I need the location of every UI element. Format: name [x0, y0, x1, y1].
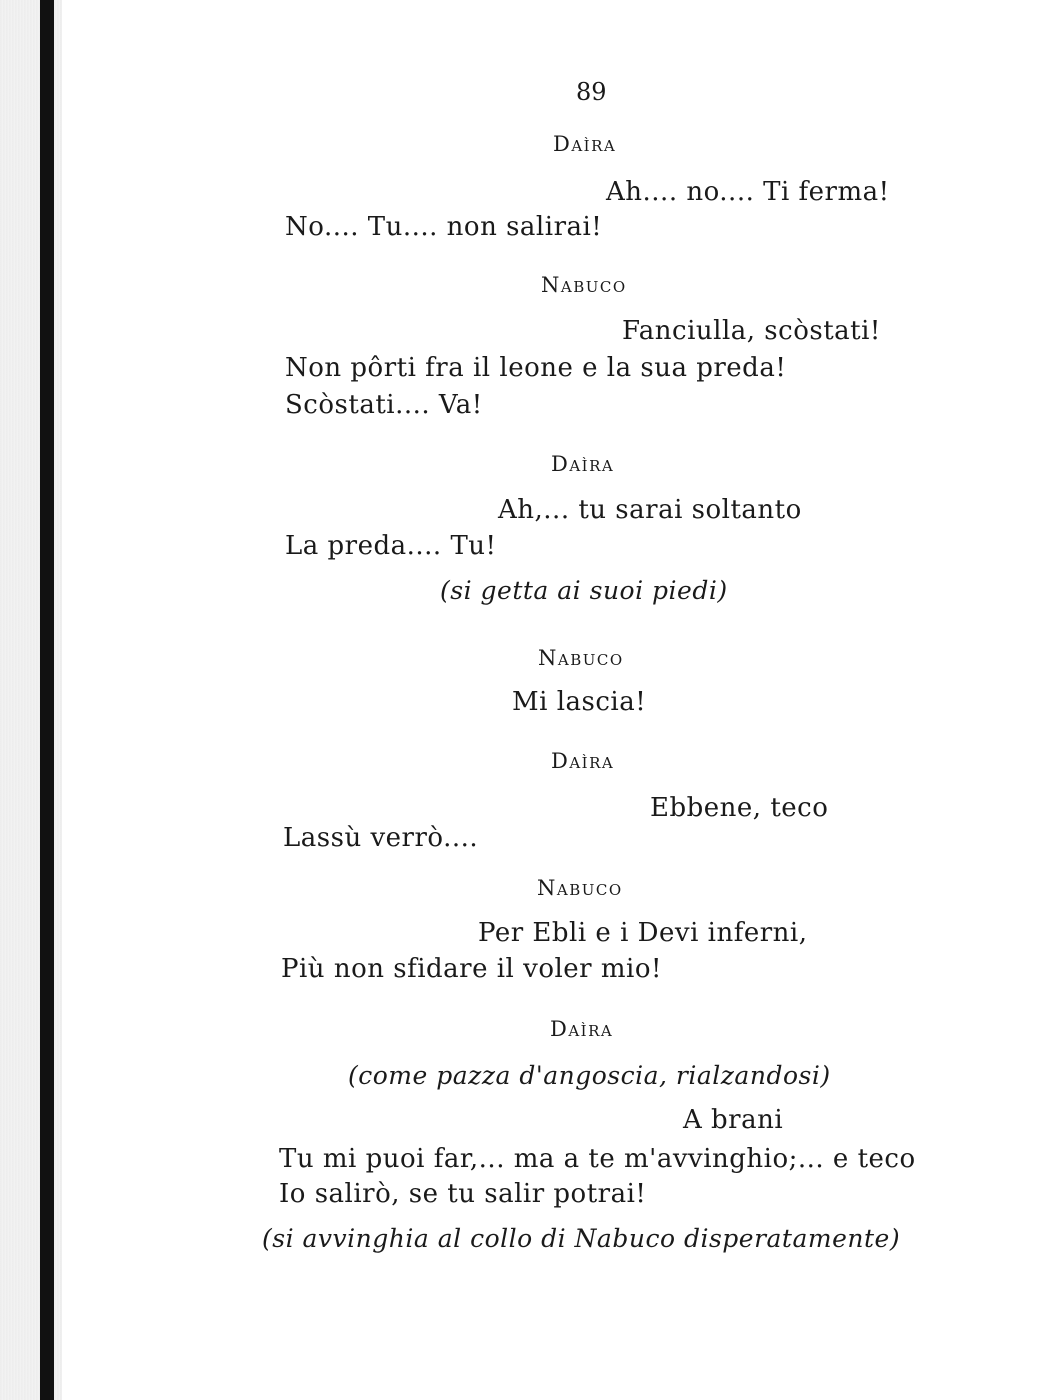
book-spine [40, 0, 54, 1400]
speaker-label: Nabuco [537, 876, 623, 900]
verse-line: Lassù verrò.... [283, 823, 479, 853]
speaker-label: Daìra [553, 132, 617, 156]
verse-line: Fanciulla, scòstati! [622, 316, 881, 346]
speaker-label: Daìra [550, 1017, 614, 1041]
verse-line: No.... Tu.... non salirai! [285, 212, 603, 242]
verse-line: Per Ebli e i Devi inferni, [478, 918, 808, 948]
stage-direction: (come pazza d'angoscia, rialzandosi) [348, 1061, 831, 1090]
verse-line: La preda.... Tu! [285, 531, 497, 561]
verse-line: Ah.... no.... Ti ferma! [606, 177, 890, 207]
stage-direction: (si avvinghia al collo di Nabuco disperatamente) [262, 1224, 901, 1253]
verse-line: Scòstati.... Va! [285, 390, 483, 420]
page-number: 89 [576, 78, 607, 106]
verse-line: Più non sfidare il voler mio! [281, 954, 662, 984]
verse-line: A brani [683, 1105, 784, 1135]
verse-line: Ah,... tu sarai soltanto [498, 495, 802, 525]
verse-line: Io salirò, se tu salir potrai! [279, 1179, 647, 1209]
speaker-label: Nabuco [538, 646, 624, 670]
verse-line: Mi lascia! [512, 687, 647, 717]
verse-line: Non pôrti fra il leone e la sua preda! [285, 353, 787, 383]
speaker-label: Daìra [551, 749, 615, 773]
speaker-label: Nabuco [541, 273, 627, 297]
verse-line: Tu mi puoi far,... ma a te m'avvinghio;... e teco [279, 1144, 916, 1174]
verse-line: Ebbene, teco [650, 793, 829, 823]
stage-direction: (si getta ai suoi piedi) [440, 576, 728, 605]
speaker-label: Daìra [551, 452, 615, 476]
